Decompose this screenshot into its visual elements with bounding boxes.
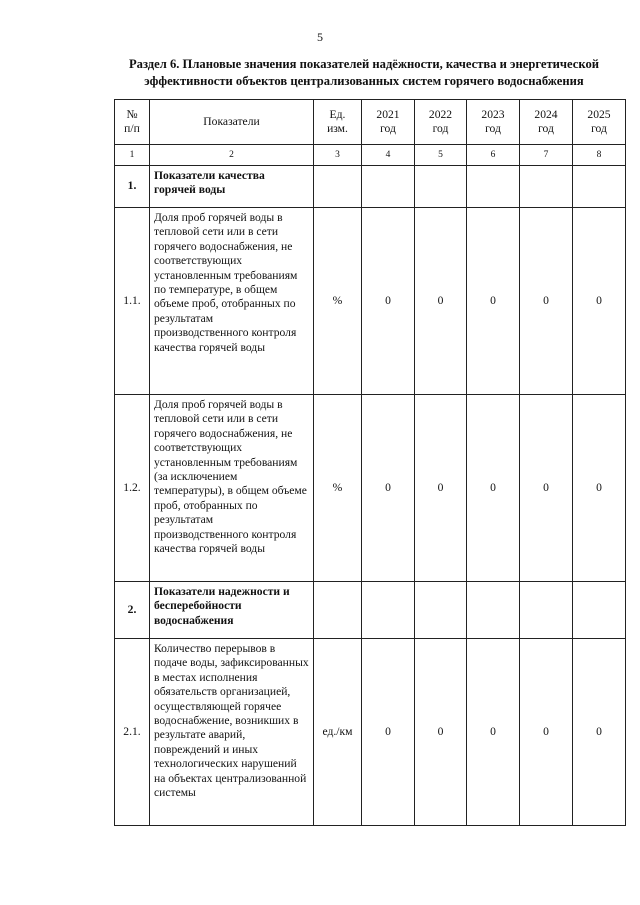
header-year-word: год: [591, 122, 607, 135]
empty-cell: [314, 166, 362, 208]
value-2023: 0: [467, 208, 520, 395]
header-unit: [314, 100, 362, 145]
column-number: 3: [314, 145, 362, 166]
value-2025: 0: [573, 395, 626, 582]
value-2021: 0: [362, 395, 415, 582]
value-2021: 0: [362, 208, 415, 395]
table-row-1-2: [115, 395, 626, 582]
value-2022: 0: [415, 208, 467, 395]
header-year-value: 2021: [376, 107, 400, 121]
table-row-2-1: [115, 639, 626, 826]
empty-cell: [520, 582, 573, 639]
column-number: 8: [573, 145, 626, 166]
column-number: 7: [520, 145, 573, 166]
header-year-2024: [520, 100, 573, 145]
empty-cell: [415, 166, 467, 208]
value-2025: 0: [573, 639, 626, 826]
empty-cell: [314, 582, 362, 639]
header-no-line-1: №: [126, 107, 138, 121]
header-no-line-2: п/п: [124, 122, 140, 135]
empty-cell: [520, 166, 573, 208]
column-number: 1: [115, 145, 150, 166]
column-number: 4: [362, 145, 415, 166]
page-number: 5: [317, 30, 323, 44]
empty-cell: [467, 582, 520, 639]
value-2024: 0: [520, 395, 573, 582]
header-year-2022: [415, 100, 467, 145]
section-row-2: [115, 582, 626, 639]
section-name: Показатели качества горячей воды: [150, 166, 314, 208]
header-year-word: год: [485, 122, 501, 135]
header-no: [115, 100, 150, 145]
section-number: 2.: [115, 582, 150, 639]
value-2023: 0: [467, 639, 520, 826]
row-number: 1.2.: [115, 395, 150, 582]
header-year-word: год: [380, 122, 396, 135]
row-number: 1.1.: [115, 208, 150, 395]
empty-cell: [573, 582, 626, 639]
table-row-1-1: [115, 208, 626, 395]
empty-cell: [415, 582, 467, 639]
column-number: 5: [415, 145, 467, 166]
header-year-2025: [573, 100, 626, 145]
section-row-1: [115, 166, 626, 208]
empty-cell: [362, 166, 415, 208]
unit-cell: ед./км: [314, 639, 362, 826]
header-indicators: Показатели: [150, 100, 314, 145]
value-2024: 0: [520, 208, 573, 395]
value-2025: 0: [573, 208, 626, 395]
value-2021: 0: [362, 639, 415, 826]
value-2024: 0: [520, 639, 573, 826]
header-unit-line-2: изм.: [327, 122, 348, 135]
row-number: 2.1.: [115, 639, 150, 826]
column-number: 2: [150, 145, 314, 166]
column-number: 6: [467, 145, 520, 166]
header-year-2021: [362, 100, 415, 145]
section-title-line-2: эффективности объектов централизованных систем горячего водоснабжения: [144, 74, 584, 88]
indicator-name: Доля проб горячей воды в тепловой сети или в сети горячего водоснабжения, не соответствующих установленным требованиям (за исключением температуры), в общем объеме проб, отобранных по результатам производственного контроля качества горячей воды: [150, 395, 314, 582]
header-year-word: год: [432, 122, 449, 135]
unit-cell: %: [314, 208, 362, 395]
value-2022: 0: [415, 639, 467, 826]
section-name: Показатели надежности и бесперебойности водоснабжения: [150, 582, 314, 639]
header-unit-line-1: Ед.: [329, 107, 346, 121]
header-year-word: год: [538, 122, 554, 135]
value-2022: 0: [415, 395, 467, 582]
column-numbers-row: [115, 145, 626, 166]
header-year-value: 2022: [428, 107, 453, 121]
header-year-value: 2023: [481, 107, 505, 121]
empty-cell: [573, 166, 626, 208]
section-title: [112, 56, 616, 90]
empty-cell: [362, 582, 415, 639]
header-year-2023: [467, 100, 520, 145]
section-title-line-1: Раздел 6. Плановые значения показателей надёжности, качества и энергетической: [128, 57, 600, 71]
value-2023: 0: [467, 395, 520, 582]
section-number: 1.: [115, 166, 150, 208]
table-header-row: [115, 100, 626, 145]
indicator-name: Доля проб горячей воды в тепловой сети или в сети горячего водоснабжения, не соответствующих установленным требованиям по температуре, в общем объеме проб, отобранных по результатам производственного контроля качества горячей воды: [150, 208, 314, 395]
header-year-value: 2025: [587, 107, 611, 121]
indicator-name: Количество перерывов в подаче воды, зафиксированных в местах исполнения обязательств организацией, осуществляющей горячее водоснабжение, возникших в результате аварий, повреждений и иных технологических нарушений на объектах централизованной системы: [150, 639, 314, 826]
indicators-table: [114, 99, 626, 826]
empty-cell: [467, 166, 520, 208]
unit-cell: %: [314, 395, 362, 582]
header-year-value: 2024: [534, 107, 558, 121]
